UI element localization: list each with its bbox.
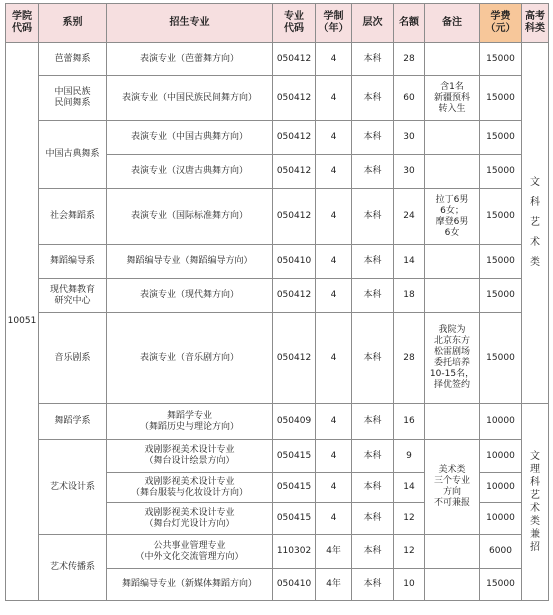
- major-code-cell: 050410: [273, 569, 316, 601]
- level-cell: 本科: [352, 189, 394, 245]
- major-code-cell: 050412: [273, 121, 316, 155]
- major-code-cell: 050412: [273, 43, 316, 76]
- major-cell: 戏剧影视美术设计专业 （舞台设计绘景方向）: [107, 440, 273, 473]
- table-row: [6, 245, 549, 279]
- major-code-cell: 110302: [273, 535, 316, 569]
- duration-cell: 4: [316, 473, 352, 503]
- quota-cell: 28: [394, 43, 425, 76]
- tuition-cell: 15000: [480, 121, 522, 155]
- major-cell: 表演专业（芭蕾舞方向）: [107, 43, 273, 76]
- major-cell: 舞蹈编导专业（舞蹈编导方向）: [107, 245, 273, 279]
- department-cell: 舞蹈编导系: [39, 245, 107, 279]
- tuition-cell: 15000: [480, 313, 522, 404]
- remark-cell: [425, 121, 480, 155]
- header-remarks: 备注: [425, 4, 480, 43]
- department-cell: 舞蹈学系: [39, 404, 107, 440]
- remark-cell: [425, 155, 480, 189]
- tuition-cell: 15000: [480, 279, 522, 313]
- major-code-cell: 050412: [273, 279, 316, 313]
- exam-category-cell: 文 科 艺 术 类: [522, 43, 549, 404]
- department-cell: 中国民族 民间舞系: [39, 76, 107, 121]
- quota-cell: 12: [394, 503, 425, 535]
- quota-cell: 30: [394, 155, 425, 189]
- department-cell: 艺术传播系: [39, 535, 107, 601]
- major-cell: 舞蹈学专业 （舞蹈历史与理论方向）: [107, 404, 273, 440]
- tuition-cell: 6000: [480, 535, 522, 569]
- level-cell: 本科: [352, 440, 394, 473]
- major-code-cell: 050415: [273, 440, 316, 473]
- remark-cell: [425, 535, 480, 569]
- level-cell: 本科: [352, 43, 394, 76]
- tuition-cell: 10000: [480, 404, 522, 440]
- tuition-cell: 15000: [480, 76, 522, 121]
- level-cell: 本科: [352, 76, 394, 121]
- table-row: [6, 76, 549, 121]
- header-major: 招生专业: [107, 4, 273, 43]
- duration-cell: 4: [316, 313, 352, 404]
- tuition-cell: 15000: [480, 43, 522, 76]
- quota-cell: 30: [394, 121, 425, 155]
- department-cell: 音乐剧系: [39, 313, 107, 404]
- tuition-cell: 15000: [480, 189, 522, 245]
- duration-cell: 4: [316, 155, 352, 189]
- tuition-cell: 10000: [480, 503, 522, 535]
- duration-cell: 4: [316, 503, 352, 535]
- table-row: [6, 313, 549, 404]
- header-major-code: 专业 代码: [273, 4, 316, 43]
- table-row: [6, 43, 549, 76]
- table-row: [6, 440, 549, 473]
- duration-cell: 4: [316, 189, 352, 245]
- level-cell: 本科: [352, 279, 394, 313]
- major-cell: 表演专业（音乐剧方向）: [107, 313, 273, 404]
- duration-cell: 4: [316, 43, 352, 76]
- major-cell: 戏剧影视美术设计专业 （舞台服装与化妆设计方向）: [107, 473, 273, 503]
- major-code-cell: 050409: [273, 404, 316, 440]
- quota-cell: 24: [394, 189, 425, 245]
- admissions-table: [5, 3, 549, 601]
- duration-cell: 4年: [316, 569, 352, 601]
- header-level: 层次: [352, 4, 394, 43]
- remark-cell: 含1名 新疆预科 转入生: [425, 76, 480, 121]
- level-cell: 本科: [352, 245, 394, 279]
- major-code-cell: 050412: [273, 313, 316, 404]
- quota-cell: 10: [394, 569, 425, 601]
- tuition-cell: 15000: [480, 245, 522, 279]
- department-cell: 社会舞蹈系: [39, 189, 107, 245]
- quota-cell: 16: [394, 404, 425, 440]
- remark-cell: 美术类 三个专业 方向 不可兼报: [425, 440, 480, 535]
- header-exam-category: 高考 科类: [522, 4, 549, 43]
- tuition-cell: 15000: [480, 569, 522, 601]
- department-cell: 中国古典舞系: [39, 121, 107, 189]
- department-cell: 现代舞教育 研究中心: [39, 279, 107, 313]
- major-cell: 舞蹈编导专业（新媒体舞蹈方向）: [107, 569, 273, 601]
- major-cell: 表演专业（汉唐古典舞方向）: [107, 155, 273, 189]
- tuition-cell: 15000: [480, 155, 522, 189]
- header-duration: 学制 （年）: [316, 4, 352, 43]
- department-cell: 艺术设计系: [39, 440, 107, 535]
- level-cell: 本科: [352, 404, 394, 440]
- header-quota: 名额: [394, 4, 425, 43]
- table-row: [6, 404, 549, 440]
- remark-cell: [425, 279, 480, 313]
- level-cell: 本科: [352, 155, 394, 189]
- college-code-cell: 10051: [6, 43, 39, 601]
- major-code-cell: 050412: [273, 76, 316, 121]
- duration-cell: 4: [316, 76, 352, 121]
- tuition-cell: 10000: [480, 473, 522, 503]
- level-cell: 本科: [352, 121, 394, 155]
- major-code-cell: 050415: [273, 473, 316, 503]
- major-cell: 表演专业（现代舞方向）: [107, 279, 273, 313]
- quota-cell: 14: [394, 473, 425, 503]
- header-row: [6, 4, 549, 43]
- remark-cell: [425, 404, 480, 440]
- major-code-cell: 050415: [273, 503, 316, 535]
- header-tuition: 学费 （元）: [480, 4, 522, 43]
- level-cell: 本科: [352, 535, 394, 569]
- tuition-cell: 10000: [480, 440, 522, 473]
- level-cell: 本科: [352, 473, 394, 503]
- major-cell: 表演专业（中国民族民间舞方向）: [107, 76, 273, 121]
- quota-cell: 18: [394, 279, 425, 313]
- major-cell: 表演专业（国际标准舞方向）: [107, 189, 273, 245]
- remark-cell: [425, 569, 480, 601]
- department-cell: 芭蕾舞系: [39, 43, 107, 76]
- table-row: [6, 189, 549, 245]
- major-code-cell: 050410: [273, 245, 316, 279]
- major-cell: 戏剧影视美术设计专业 （舞台灯光设计方向）: [107, 503, 273, 535]
- major-cell: 表演专业（中国古典舞方向）: [107, 121, 273, 155]
- duration-cell: 4: [316, 404, 352, 440]
- duration-cell: 4: [316, 245, 352, 279]
- remark-cell: 拉丁6男 6女； 摩登6男 6女: [425, 189, 480, 245]
- exam-category-cell: 文 理 科 艺 术 类 兼 招: [522, 404, 549, 601]
- table-row: [6, 279, 549, 313]
- quota-cell: 14: [394, 245, 425, 279]
- duration-cell: 4: [316, 279, 352, 313]
- major-code-cell: 050412: [273, 189, 316, 245]
- remark-cell: [425, 245, 480, 279]
- remark-cell: [425, 43, 480, 76]
- duration-cell: 4年: [316, 535, 352, 569]
- level-cell: 本科: [352, 313, 394, 404]
- quota-cell: 12: [394, 535, 425, 569]
- remark-cell: 我院为 北京东方 松雷剧场 委托培养 10-15名， 择优签约: [425, 313, 480, 404]
- quota-cell: 28: [394, 313, 425, 404]
- table-row: [6, 121, 549, 155]
- header-department: 系别: [39, 4, 107, 43]
- table-row: [6, 535, 549, 569]
- major-code-cell: 050412: [273, 155, 316, 189]
- level-cell: 本科: [352, 569, 394, 601]
- level-cell: 本科: [352, 503, 394, 535]
- major-cell: 公共事业管理专业 （中外文化交流管理方向）: [107, 535, 273, 569]
- header-college-code: 学院 代码: [6, 4, 39, 43]
- quota-cell: 60: [394, 76, 425, 121]
- admissions-table-container: [5, 3, 549, 601]
- duration-cell: 4: [316, 440, 352, 473]
- duration-cell: 4: [316, 121, 352, 155]
- quota-cell: 9: [394, 440, 425, 473]
